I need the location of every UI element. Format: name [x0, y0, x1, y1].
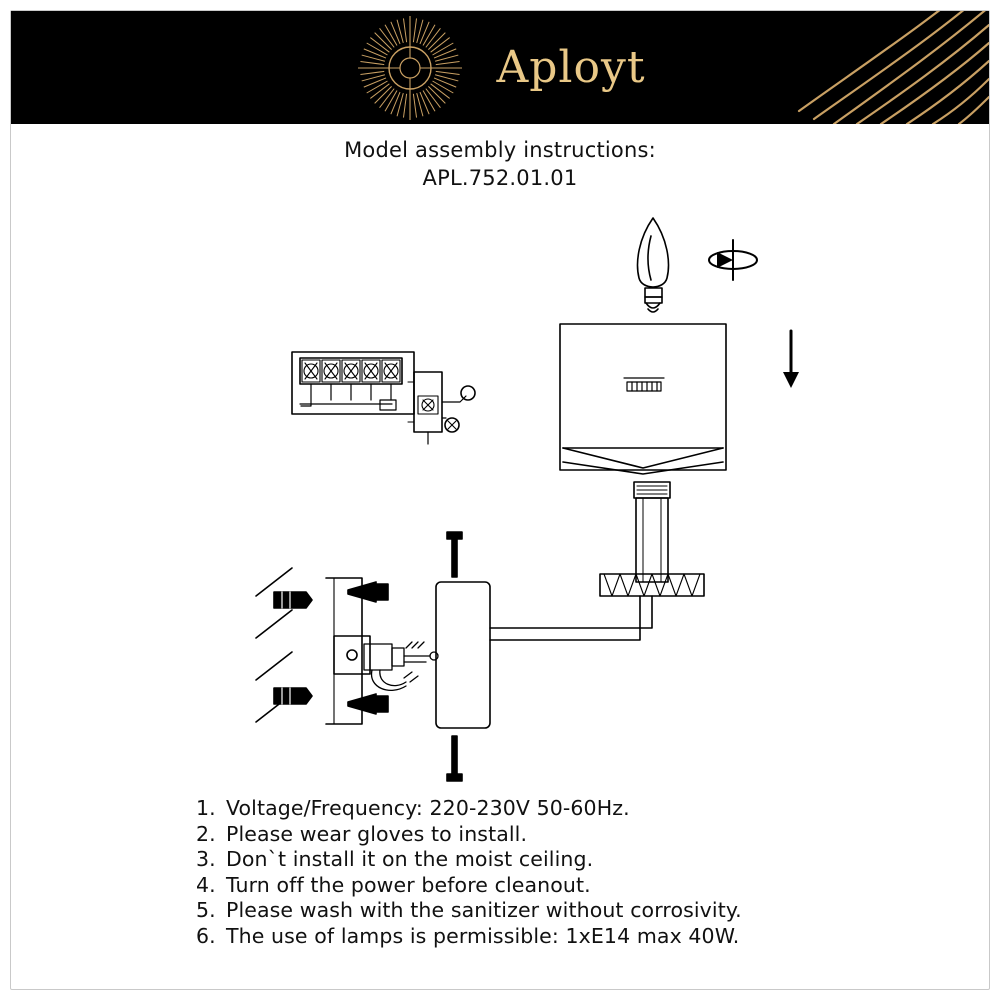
brand-wordmark: Aployt [496, 42, 646, 93]
wall-dowel-upper [274, 592, 312, 608]
page-title [0, 136, 1000, 192]
push-down-arrow-icon [783, 331, 799, 388]
note-text: Don`t install it on the moist ceiling. [226, 847, 594, 871]
list-item [196, 796, 956, 822]
candle-bulb-icon [638, 218, 669, 312]
bracket-screw-upper [348, 582, 388, 602]
decorative-ring [600, 574, 704, 596]
lamp-socket [634, 482, 670, 582]
title-line-model: Model assembly instructions: [344, 138, 656, 162]
base-screw-bottom [447, 736, 462, 781]
list-item [196, 822, 956, 848]
note-number: 2. [196, 821, 216, 846]
base-screw-top [447, 532, 462, 577]
note-number: 3. [196, 847, 216, 871]
terminal-block-wiring [292, 352, 475, 444]
bracket-wiring [364, 642, 438, 690]
note-text: The use of lamps is permissible: 1xE14 max 40W. [226, 923, 740, 948]
bracket-screw-lower [348, 694, 388, 714]
note-text: Please wear gloves to install. [226, 821, 528, 846]
list-item [196, 873, 956, 899]
note-number: 1. [196, 796, 216, 820]
list-item [196, 898, 956, 924]
square-fabric-shade [560, 324, 726, 474]
rotate-bulb-symbol-icon [709, 240, 757, 280]
note-number: 4. [196, 872, 216, 897]
list-item [196, 924, 956, 950]
banner-content [11, 11, 989, 124]
wall-dowel-lower [274, 688, 312, 704]
list-item [196, 847, 956, 873]
note-number: 5. [196, 898, 216, 922]
note-text: Turn off the power before cleanout. [226, 872, 591, 897]
instruction-notes-list [196, 796, 956, 949]
sunburst-logo-icon [354, 12, 466, 124]
title-line-code: APL.752.01.01 [422, 166, 578, 190]
assembly-diagram [0, 196, 1000, 796]
note-text: Please wash with the sanitizer without corrosivity. [226, 898, 742, 922]
wall-arm [490, 596, 652, 640]
brand-banner [11, 11, 989, 124]
note-number: 6. [196, 923, 216, 948]
wall-mounting-plate [436, 582, 490, 728]
note-text: Voltage/Frequency: 220-230V 50-60Hz. [226, 796, 630, 820]
